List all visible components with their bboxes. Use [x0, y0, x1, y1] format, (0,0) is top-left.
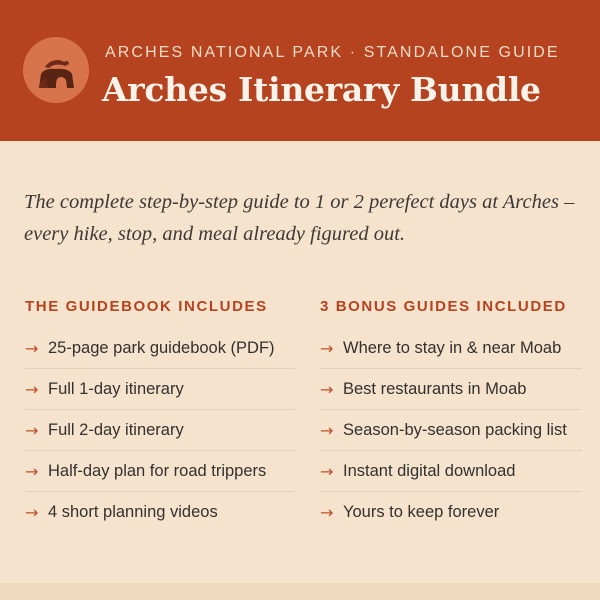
arrow-right-icon: → — [25, 379, 39, 399]
bonus-heading: 3 BONUS GUIDES INCLUDED — [320, 298, 567, 315]
arrow-right-icon: → — [320, 420, 334, 440]
list-item — [320, 369, 582, 410]
list-item-label: Full 2-day itinerary — [48, 420, 184, 439]
arrow-right-icon: → — [25, 420, 39, 440]
list-item-label: Best restaurants in Moab — [343, 379, 527, 398]
list-item-label: Full 1-day itinerary — [48, 379, 184, 398]
page-title: Arches Itinerary Bundle — [102, 70, 541, 109]
header-banner — [0, 0, 600, 141]
list-item — [25, 492, 295, 533]
arrow-right-icon: → — [25, 338, 39, 358]
list-item-label: 4 short planning videos — [48, 503, 218, 521]
list-item — [25, 410, 295, 451]
list-item — [320, 492, 582, 533]
list-item — [25, 369, 295, 410]
logo — [23, 37, 89, 103]
arrow-right-icon: → — [320, 379, 334, 399]
guidebook-heading: THE GUIDEBOOK INCLUDES — [25, 298, 268, 315]
header-eyebrow: ARCHES NATIONAL PARK · STANDALONE GUIDE — [105, 44, 560, 61]
list-item-label: Instant digital download — [343, 461, 516, 480]
bonus-list — [320, 328, 582, 533]
arrow-right-icon: → — [320, 338, 334, 358]
tagline: The complete step-by-step guide to 1 or 2 perefect days at Arches – every hike, stop, and meal already figured out. — [24, 191, 575, 245]
guidebook-column — [25, 296, 295, 533]
bonus-column — [320, 296, 582, 533]
list-item-label: 25-page park guidebook (PDF) — [48, 338, 275, 357]
footer-band — [0, 583, 600, 600]
guidebook-list — [25, 328, 295, 533]
arrow-right-icon: → — [320, 503, 334, 522]
list-item — [320, 451, 582, 492]
list-item-label: Season-by-season packing list — [343, 420, 567, 439]
arrow-right-icon: → — [320, 461, 334, 481]
list-item-label: Half-day plan for road trippers — [48, 461, 267, 480]
list-item-label: Where to stay in & near Moab — [343, 338, 562, 357]
list-item — [25, 451, 295, 492]
arrow-right-icon: → — [25, 461, 39, 481]
list-item — [320, 328, 582, 369]
arrow-right-icon: → — [25, 503, 39, 522]
list-item — [25, 328, 295, 369]
arch-rock-icon — [23, 37, 89, 103]
list-item — [320, 410, 582, 451]
list-item-label: Yours to keep forever — [343, 503, 500, 521]
